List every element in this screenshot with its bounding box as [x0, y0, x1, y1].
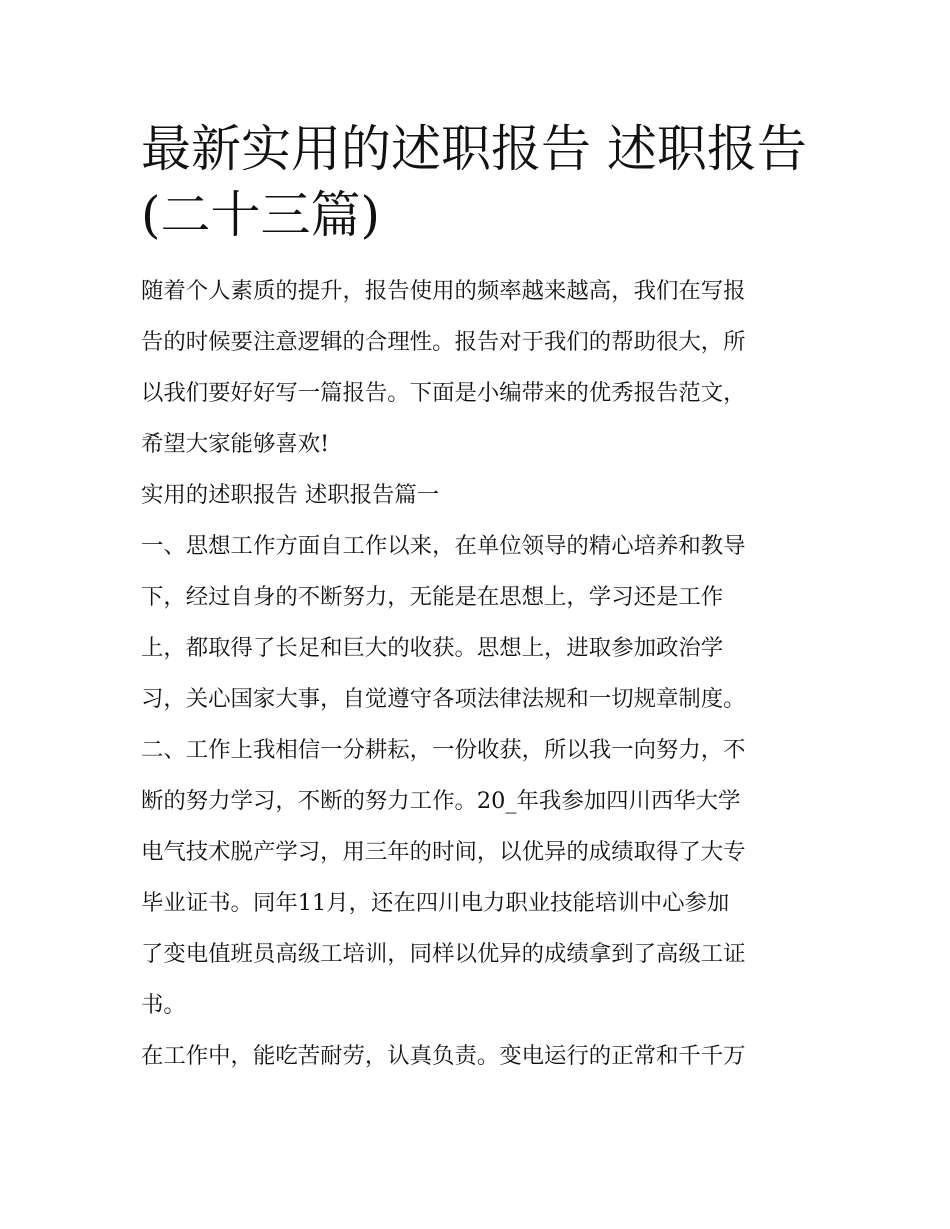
title-line: 最新实用的述职报告 述职报告 [141, 120, 807, 178]
text-line: 习，关心国家大事，自觉遵守各项法律法规和一切规章制度。 [141, 686, 746, 712]
section-heading-text: 实用的述职报告 述职报告篇一 [141, 482, 440, 508]
paragraph-thought-work [141, 521, 813, 725]
text-line: 电气技术脱产学习，用三年的时间，以优异的成绩取得了大专 [141, 839, 746, 865]
text-line: 二、工作上我相信一分耕耘，一份收获，所以我一向努力，不 [141, 737, 746, 763]
text-line: 以我们要好好写一篇报告。下面是小编带来的优秀报告范文， [141, 380, 746, 406]
document-content [141, 116, 813, 1082]
section-heading [141, 470, 813, 521]
document-title [141, 116, 813, 248]
text-line: 上，都取得了长足和巨大的收获。思想上，进取参加政治学 [141, 635, 724, 661]
title-line: (二十三篇) [141, 186, 381, 244]
text-line: 断的努力学习，不断的努力工作。20_年我参加四川西华大学 [141, 788, 741, 814]
text-line: 下，经过自身的不断努力，无能是在思想上，学习还是工作 [141, 584, 724, 610]
text-line: 一、思想工作方面自工作以来，在单位领导的精心培养和教导 [141, 533, 746, 559]
intro-paragraph [141, 266, 813, 470]
text-line: 毕业证书。同年11月，还在四川电力职业技能培训中心参加 [141, 890, 730, 916]
text-line: 告的时候要注意逻辑的合理性。报告对于我们的帮助很大，所 [141, 329, 746, 355]
paragraph-work [141, 725, 813, 1031]
text-line: 书。 [141, 992, 186, 1018]
paragraph-diligence [141, 1031, 813, 1082]
text-line: 在工作中，能吃苦耐劳，认真负责。变电运行的正常和千千万 [141, 1043, 746, 1069]
text-line: 希望大家能够喜欢! [141, 431, 330, 457]
text-line: 随着个人素质的提升，报告使用的频率越来越高，我们在写报 [141, 278, 746, 304]
text-line: 了变电值班员高级工培训，同样以优异的成绩拿到了高级工证 [141, 941, 746, 967]
